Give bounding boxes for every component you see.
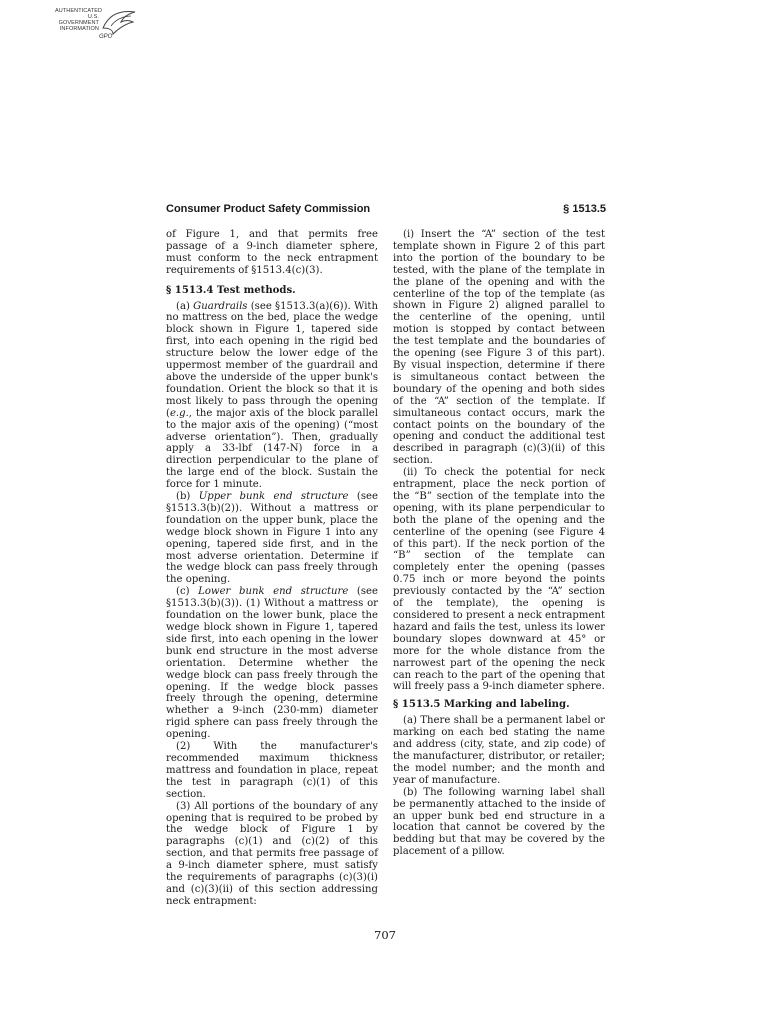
paragraph-prefix: (b): [176, 491, 199, 503]
right-column: [393, 229, 605, 858]
eagle-icon: [99, 8, 139, 36]
paragraph-a: [166, 301, 378, 492]
seal-text: [55, 8, 103, 32]
seal-line: AUTHENTICATED: [55, 8, 103, 14]
gpo-authentication-seal: [55, 8, 155, 44]
section-number: § 1513.5: [563, 203, 606, 215]
seal-line: INFORMATION: [59, 26, 99, 32]
paragraph-c3i: (i) Insert the “A” section of the test template shown in Figure 2 of this part into the portion of the boundary to be tested, with the plane of the template in the plane of the opening and with the centerline of the top of the template (as shown in Figure 2) aligned parallel to the centerline of the opening, until motion is stopped by contact between the test template and the boundaries of the opening (see Figure 3 of this part). By visual inspection, determine if there is simultaneous contact between the boundary of the opening and both sides of the “A” section of the template. If simultaneous contact occurs, mark the contact points on the boundary of the opening and conduct the additional test described in paragraph (c)(3)(ii) of this section.: [393, 229, 605, 467]
paragraph-label-a: (a) There shall be a permanent label or marking on each bed stating the name and address (city, state, and zip code) of the manufacturer, distributor, or retailer; the model number; and the month and year of manufacture.: [393, 715, 605, 786]
paragraph-text: (see §1513.3(a)(6)). With no mattress on the bed, place the wedge block shown in Figure 1, tapered side first, into each opening in the rigid bed structure below the lower edge of the uppermost member of the guardrail and above the underside of the upper bunk's foundation. Orient the block so that it is most likely to pass through the opening (: [166, 300, 378, 419]
seal-line: U.S. GOVERNMENT: [58, 14, 99, 26]
paragraph-c2: (2) With the manufacturer's recommended maximum thickness mattress and foundation in place, repeat the test in paragraph (c)(1) of this section.: [166, 741, 378, 800]
paragraph-text: (see §1513.3(b)(3)). (1) Without a mattress or foundation on the lower bunk, place the wedge block shown in Figure 1, tapered side first, into each opening in the lower bunk end structure in the most adverse orientation. Determine whether the wedge block can pass freely through the opening. If the wedge block passes freely through the opening, determine whether a 9-inch (230-mm) diameter rigid sphere can pass freely through the opening.: [166, 586, 378, 741]
paragraph-label-b: (b) The following warning label shall be permanently attached to the inside of an upper bunk bed end structure in a location that cannot be covered by the bedding but that may be covered by the placement of a pillow.: [393, 786, 605, 858]
gpo-mark: GPO: [99, 34, 113, 40]
section-heading-1513-4: § 1513.4 Test methods.: [166, 284, 296, 296]
agency-name: Consumer Product Safety Commission: [166, 203, 371, 215]
paragraph-prefix: (a): [176, 300, 194, 312]
paragraph-label: Upper bunk end structure: [198, 491, 349, 503]
paragraph-prefix: (c): [176, 586, 199, 598]
paragraph-b: [166, 491, 378, 586]
paragraph-label: Lower bunk end structure: [198, 586, 349, 598]
running-head: [166, 203, 606, 219]
page-number: 707: [374, 928, 396, 942]
paragraph-text: (see §1513.3(b)(2)). Without a mattress or foundation on the upper bunk, place the wedge block shown in Figure 1 into any opening, tapered side first, and in the most adverse orientation. Determine if the wedge block can pass freely through the opening.: [166, 491, 378, 586]
paragraph-text-italic: e.g.,: [169, 407, 193, 419]
paragraph: of Figure 1, and that permits free passage of a 9-inch diameter sphere, must conform to the neck entrapment requirements of §1513.4(c)(3).: [166, 229, 378, 276]
paragraph-text: the major axis of the block parallel to the major axis of the opening) (“most adverse orientation”). Then, gradually apply a 33-lbf (147-N) force in a direction perpendicular to the plane of the large end of the block. Sustain the force for 1 minute.: [166, 407, 378, 491]
paragraph-c: [166, 586, 378, 741]
paragraph-c3: (3) All portions of the boundary of any opening that is required to be probed by the wedge block of Figure 1 by paragraphs (c)(1) and (c)(2) of this section, and that permits free passage of a 9-inch diameter sphere, must satisfy the requirements of paragraphs (c)(3)(i) and (c)(3)(ii) of this section addressing neck entrapment:: [166, 800, 378, 907]
left-column: [166, 229, 378, 908]
paragraph-c3ii: (ii) To check the potential for neck entrapment, place the neck portion of the “B” section of the template into the opening, with its plane perpendicular to both the plane of the opening and the centerline of the opening (see Figure 4 of this part). If the neck portion of the “B” section of the template can completely enter the opening (passes 0.75 inch or more beyond the points previously contacted by the “A” section of the template), the opening is considered to present a neck entrapment hazard and fails the test, unless its lower boundary slopes downward at 45° or more for the whole distance from the narrowest part of the opening the neck can reach to the part of the opening that will freely pass a 9-inch diameter sphere.: [393, 467, 605, 693]
section-heading-1513-5: § 1513.5 Marking and labeling.: [393, 699, 570, 711]
paragraph-label: Guardrails: [193, 300, 248, 312]
